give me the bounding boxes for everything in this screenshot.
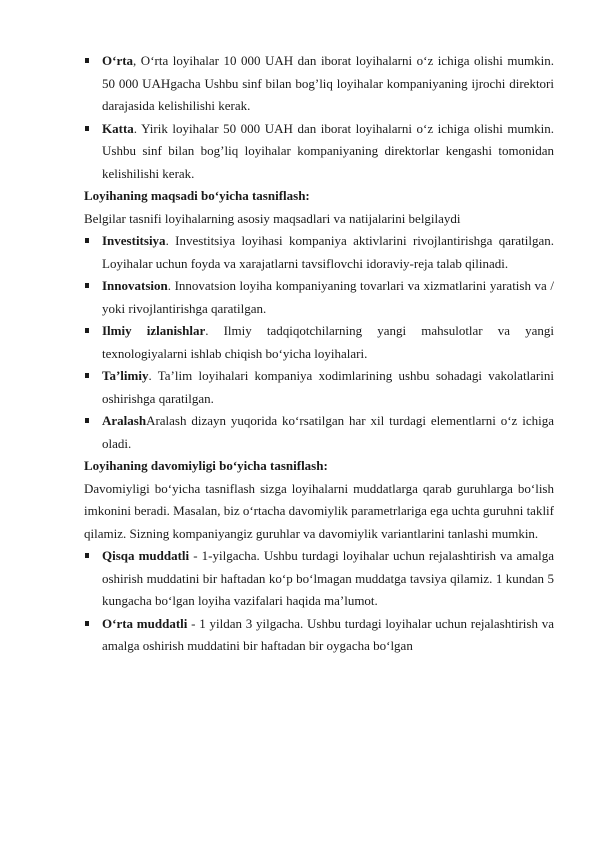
bullet-medium-term [82, 613, 554, 658]
bullet-research [82, 320, 554, 365]
bullet-text: Aralash dizayn yuqorida ko‘rsatilgan har xil turdagi elementlarni o‘z ichiga oladi. [102, 413, 554, 451]
bullet-term: Ta’limiy [102, 368, 149, 383]
paragraph-duration-intro: Davomiyligi bo‘yicha tasniflash sizga loyihalarni muddatlarga qarab guruhlarga bo‘lish imkonini beradi. Masalan, biz o‘rtacha davomiylik parametrlariga ega uchta guruhni taklif qilamiz. Sizning kompaniyangiz guruhlar va davomiylik variantlarini tanlashi mumkin. [84, 480, 554, 541]
bullet-term: O‘rta [102, 53, 134, 68]
square-bullet-icon [85, 238, 89, 243]
bullet-term: Innovatsion [102, 278, 168, 293]
bullet-term: Qisqa muddatli [102, 548, 190, 563]
bullet-term: Aralash [102, 413, 147, 428]
square-bullet-icon [85, 621, 89, 626]
section-heading-duration: Loyihaning davomiyligi bo‘yicha tasniflash: [84, 458, 328, 473]
bullet-text: , O‘rta loyihalar 10 000 UAH dan iborat loyihalarni o‘z ichiga olishi mumkin. 50 000 UAHgacha Ushbu sinf bilan bog’liq loyihalar kompaniyaning ijrochi direktori darajasida kelishilishi kerak. [102, 53, 554, 113]
section-heading-purpose: Loyihaning maqsadi bo‘yicha tasniflash: [84, 188, 310, 203]
bullet-text: - 1 yildan 3 yilgacha. Ushbu turdagi loyihalar uchun rejalashtirish va amalga oshirish muddatini bir haftadan bir oygacha bo‘lgan [102, 615, 554, 653]
paragraph-purpose-intro: Belgilar tasnifi loyihalarning asosiy maqsadlari va natijalarini belgilaydi [84, 210, 461, 226]
bullet-innovation [82, 275, 554, 320]
bullet-text: . Yirik loyihalar 50 000 UAH dan iborat loyihalarni o‘z ichiga olishi mumkin. Ushbu sinf bilan bog’liq loyihalar kompaniyaning direktorlar kengashi tomonidan kelishilishi kerak. [102, 120, 554, 181]
bullet-text: . Investitsiya loyihasi kompaniya aktivlarini rivojlantirishga qaratilgan. Loyihalar uchun foyda va xarajatlarni tavsiflovchi idoraviy-reja talab qilinadi. [102, 233, 554, 271]
bullet-text: . Ilmiy tadqiqotchilarning yangi mahsulotlar va yangi texnologiyalarni ishlab chiqish bo‘yicha loyihalari. [102, 323, 554, 361]
bullet-text: - 1-yilgacha. Ushbu turdagi loyihalar uchun rejalashtirish va amalga oshirish muddatini bir haftadan ko‘p bo‘lmagan muddatga tavsiya qilamiz. 1 kundan 5 kungacha bo‘lgan loyiha vazifalari haqida ma’lumot. [102, 548, 554, 608]
square-bullet-icon [85, 418, 89, 423]
bullet-short-term [82, 545, 554, 613]
bullet-term: Investitsiya [102, 233, 166, 248]
bullet-investment [82, 230, 554, 275]
square-bullet-icon [85, 283, 89, 288]
document-content [82, 50, 554, 658]
bullet-large [82, 118, 554, 186]
bullet-mixed [82, 410, 554, 455]
square-bullet-icon [85, 126, 89, 131]
bullet-medium [82, 50, 554, 118]
square-bullet-icon [85, 58, 89, 63]
bullet-text: . Innovatsion loyiha kompaniyaning tovarlari va xizmatlarini yaratish va / yoki rivojlantirishga qaratilgan. [102, 278, 554, 316]
square-bullet-icon [85, 373, 89, 378]
bullet-term: O‘rta muddatli [102, 615, 188, 631]
bullet-term: Katta [102, 120, 134, 136]
square-bullet-icon [85, 328, 89, 333]
square-bullet-icon [85, 553, 89, 558]
bullet-education [82, 365, 554, 410]
bullet-text: . Ta’lim loyihalari kompaniya xodimlarining ushbu sohadagi vakolatlarini oshirishga qaratilgan. [102, 368, 554, 406]
bullet-term: Ilmiy izlanishlar [102, 323, 206, 338]
